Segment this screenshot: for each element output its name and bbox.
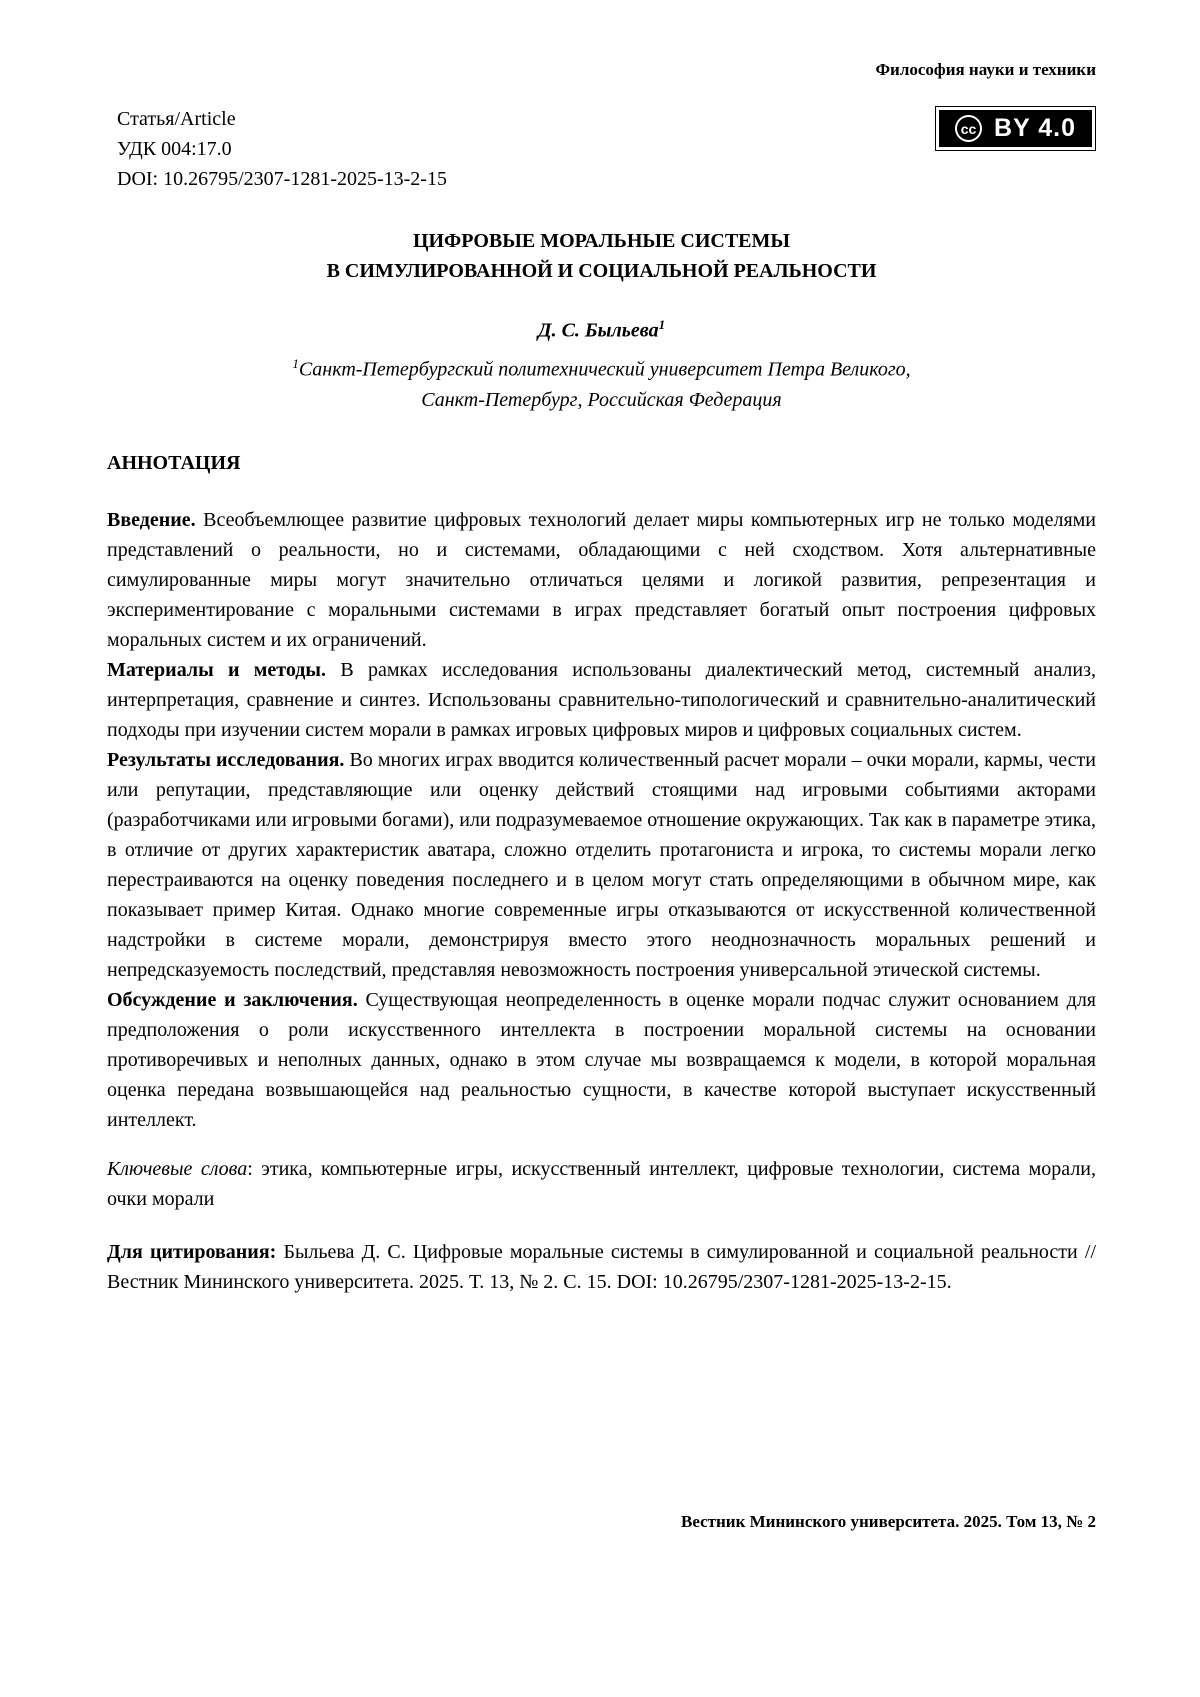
journal-name: Философия науки и техники bbox=[875, 60, 1096, 79]
author-affiliation-marker: 1 bbox=[658, 317, 666, 332]
section-text-discussion: Существующая неопределенность в оценке морали подчас служит основанием для предположения о роли искусственного интеллекта в построении моральной системы на основании противоречивых и неполных данных, однако в этом случае мы возвращаемся к модели, в которой моральная оценка передана возвышающейся над реальностью сущности, в качестве которой выступает искусственный интеллект. bbox=[107, 989, 1097, 1132]
cc-by-license-badge bbox=[935, 106, 1096, 151]
cc-badge-inner bbox=[939, 110, 1092, 147]
title-line-2: В СИМУЛИРОВАННОЙ И СОЦИАЛЬНОЙ РЕАЛЬНОСТИ bbox=[326, 260, 877, 282]
page-footer: Вестник Мининского университета. 2025. Том 13, № 2 bbox=[681, 1512, 1096, 1531]
article-title bbox=[107, 226, 1096, 286]
keywords bbox=[107, 1154, 1096, 1214]
citation bbox=[107, 1237, 1096, 1297]
affiliation-line-1 bbox=[107, 348, 1096, 386]
affiliation-line-2: Санкт-Петербург, Российская Федерация bbox=[421, 389, 782, 412]
abstract-paragraph-introduction bbox=[107, 505, 1096, 655]
author-name bbox=[107, 309, 1096, 347]
abstract-paragraph-results bbox=[107, 745, 1096, 985]
cc-icon: cc bbox=[955, 115, 982, 142]
author-name-text: Д. С. Быльева bbox=[537, 319, 659, 342]
section-text-introduction: Всеобъемлющее развитие цифровых технологий делает миры компьютерных игр не только моделями представлений о реальности, но и системами, обладающими с ней сходством. Хотя альтернативные симулированные миры могут значительно отличаться целями и логикой развития, репрезентация и экспериментирование с моральными системами в играх представляет богатый опыт построения цифровых моральных систем и их ограничений. bbox=[107, 509, 1097, 652]
abstract-paragraph-discussion bbox=[107, 985, 1096, 1135]
section-text-methods: В рамках исследования использованы диалектический метод, системный анализ, интерпретация, сравнение и синтез. Использованы сравнительно-типологический и сравнительно-аналитический подходы при изучении систем морали в рамках игровых цифровых миров и цифровых социальных систем. bbox=[107, 659, 1096, 742]
section-text-results: Во многих играх вводится количественный расчет морали – очки морали, кармы, чести или репутации, представляющие или оценку действий стоящими над игровыми событиями акторами (разработчиками или игровыми богами), или подразумеваемое отношение окружающих. Так как в параметре этика, в отличие от других характеристик аватара, сложно отделить протагониста и игрока, то системы морали легко перестраиваются на оценку поведения последнего и в целом могут стать определяющими в обычном мире, как показывает пример Китая. Однако многие современные игры отказываются от искусственной количественной надстройки в системе морали, демонстрируя вместо этого неоднозначность моральных решений и непредсказуемость последствий, представляя невозможность построения универсальной этической системы. bbox=[107, 749, 1096, 982]
title-line-1: ЦИФРОВЫЕ МОРАЛЬНЫЕ СИСТЕМЫ bbox=[412, 230, 791, 252]
section-label-methods: Материалы и методы. bbox=[107, 659, 327, 682]
meta-row bbox=[107, 104, 1096, 194]
citation-text: Быльева Д. С. Цифровые моральные системы в симулированной и социальной реальности // Вестник Мининского университета. 2025. Т. 13, № 2. С. 15. DOI: 10.26795/2307-1281-2025-13-2-15. bbox=[107, 1241, 1097, 1294]
article-meta bbox=[107, 104, 447, 194]
article-type: Статья/Article bbox=[117, 108, 236, 130]
license-label: BY 4.0 bbox=[994, 114, 1076, 142]
section-label-results: Результаты исследования. bbox=[107, 749, 345, 772]
section-label-discussion: Обсуждение и заключения. bbox=[107, 989, 358, 1012]
affiliation-marker: 1 bbox=[292, 355, 299, 371]
affiliation bbox=[107, 348, 1096, 417]
citation-label: Для цитирования: bbox=[107, 1241, 277, 1264]
keywords-label: Ключевые слова bbox=[107, 1158, 248, 1181]
section-label-introduction: Введение. bbox=[107, 509, 196, 532]
keywords-text: : этика, компьютерные игры, искусственный интеллект, цифровые технологии, система морали, очки морали bbox=[107, 1158, 1097, 1211]
affiliation-line-1-text: Санкт-Петербургский политехнический университет Петра Великого, bbox=[298, 358, 911, 381]
abstract-heading: АННОТАЦИЯ bbox=[107, 452, 241, 475]
udc-code: УДК 004:17.0 bbox=[117, 138, 232, 160]
doi-text: DOI: 10.26795/2307-1281-2025-13-2-15 bbox=[117, 168, 447, 190]
abstract-paragraph-methods bbox=[107, 655, 1096, 745]
